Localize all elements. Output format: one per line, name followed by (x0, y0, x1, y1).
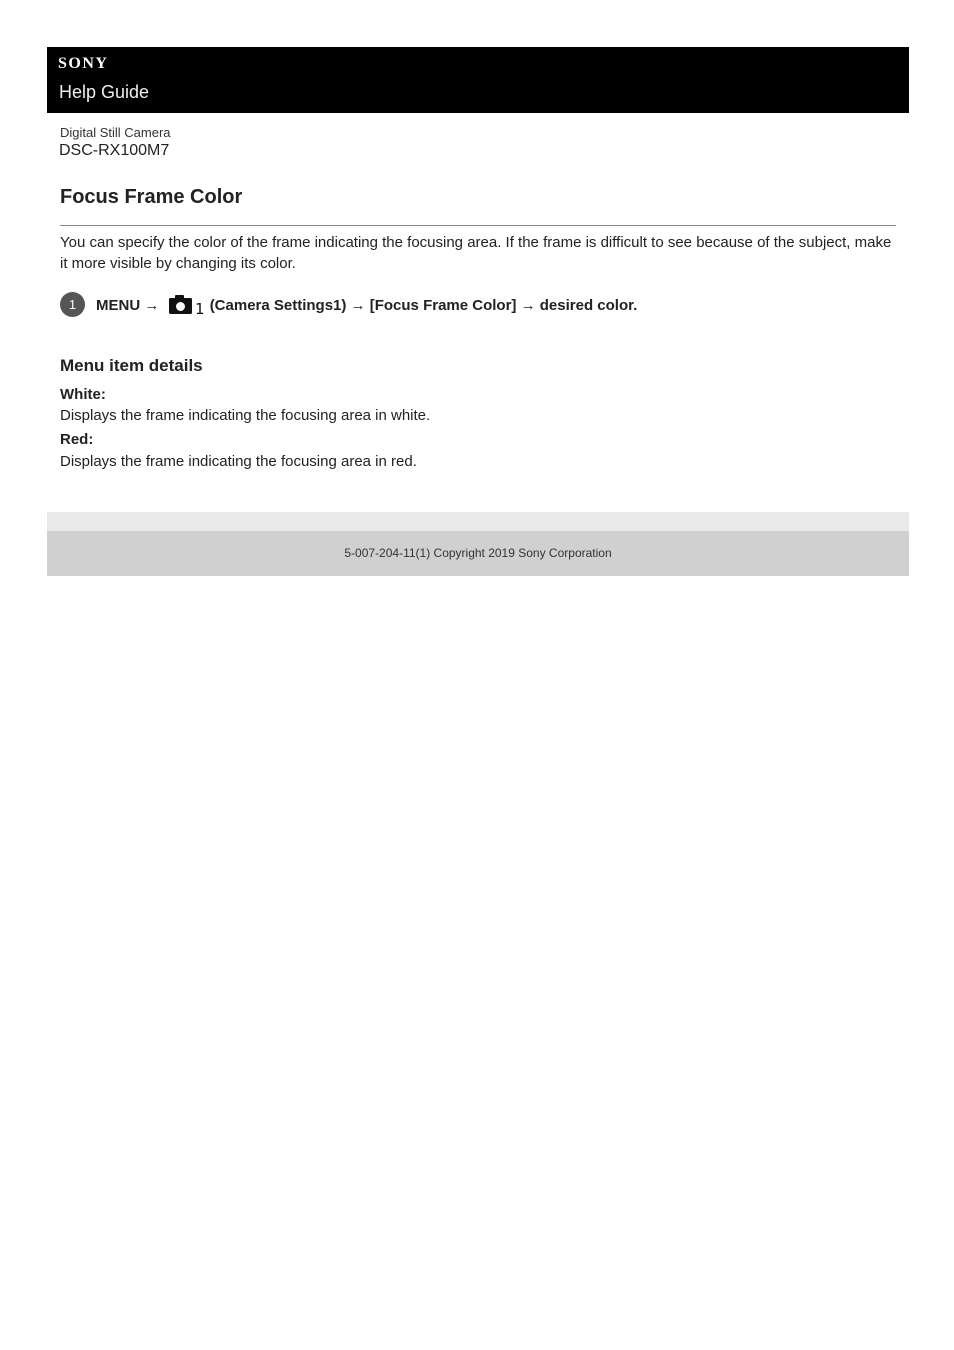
footer (47, 531, 909, 576)
detail-desc-white: Displays the frame indicating the focusing area in white. (60, 407, 431, 424)
detail-term-white: White: (60, 386, 106, 403)
step-1 (60, 292, 900, 318)
product-category: Digital Still Camera (60, 125, 171, 140)
camera-settings1-icon (168, 294, 205, 320)
detail-term-red: Red: (60, 431, 94, 448)
step-number-badge: 1 (60, 292, 85, 317)
site-header (47, 47, 909, 113)
copyright-text: 5-007-204-11(1) Copyright 2019 Sony Corporation (344, 546, 612, 560)
title-divider (60, 225, 896, 226)
camera-settings-number: 1 (194, 300, 205, 318)
step-text-path: (Camera Settings1) → [Focus Frame Color] → desired color. (209, 297, 638, 314)
step-text-menu: MENU → (96, 297, 160, 314)
page-title: Focus Frame Color (60, 186, 243, 208)
menu-item-details-title: Menu item details (60, 356, 203, 375)
camera-icon-graphic (168, 294, 205, 318)
sony-logo[interactable]: SONY (58, 55, 109, 72)
product-model: DSC-RX100M7 (59, 142, 170, 159)
step-instruction (96, 294, 637, 320)
intro-paragraph: You can specify the color of the frame indicating the focusing area. If the frame is difficult to see because of the subject, make it more visible by changing its color. (60, 234, 892, 272)
detail-desc-red: Displays the frame indicating the focusing area in red. (60, 453, 417, 470)
help-guide-title[interactable]: Help Guide (59, 82, 150, 102)
footer-spacer (47, 512, 909, 531)
